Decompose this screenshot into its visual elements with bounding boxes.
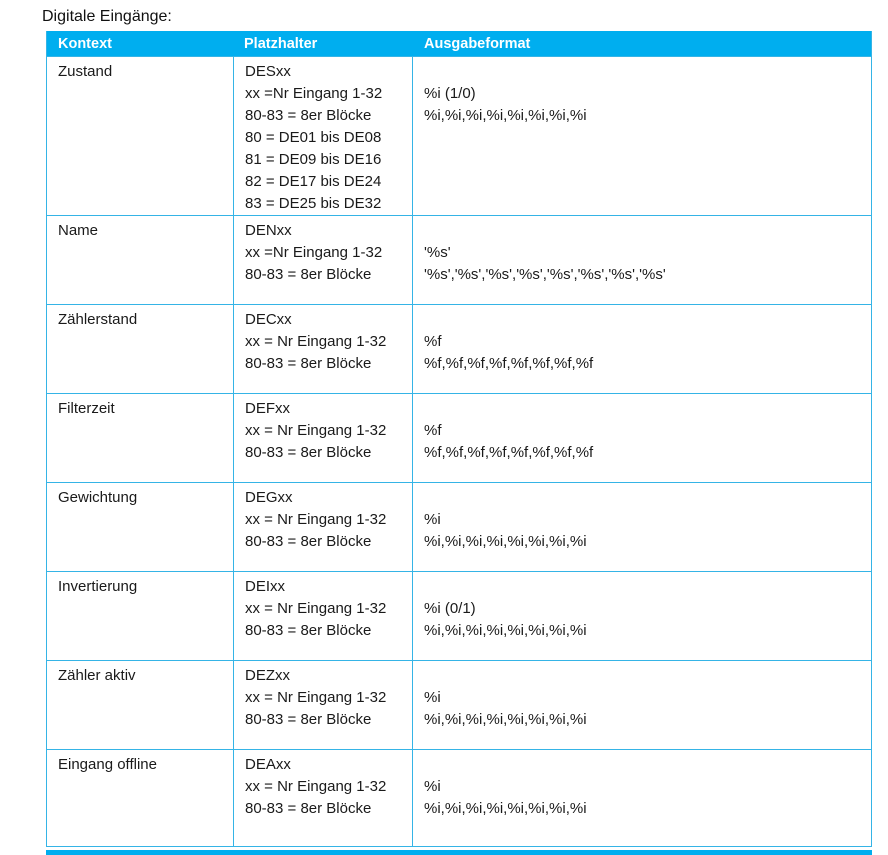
platzhalter-line: 80-83 = 8er Blöcke — [245, 107, 372, 124]
cell-ausgabeformat — [413, 394, 871, 482]
platzhalter-line: DEAxx — [245, 756, 291, 773]
cell-ausgabeformat — [413, 483, 871, 571]
ausgabeformat-line: %i — [424, 778, 441, 795]
ausgabeformat-lines — [424, 687, 871, 731]
data-table — [46, 31, 872, 847]
table-row — [47, 215, 871, 304]
cell-ausgabeformat — [413, 216, 871, 304]
ausgabeformat-line: %f,%f,%f,%f,%f,%f,%f,%f — [424, 444, 594, 461]
platzhalter-line: DECxx — [245, 311, 292, 328]
ausgabeformat-lines — [424, 83, 871, 127]
cell-kontext — [47, 572, 233, 660]
ausgabeformat-lines — [424, 509, 871, 553]
ausgabeformat-lines — [424, 242, 871, 286]
platzhalter-line: 80-83 = 8er Blöcke — [245, 800, 372, 817]
ausgabeformat-line: %f — [424, 333, 442, 350]
platzhalter-line: xx = Nr Eingang 1-32 — [245, 689, 387, 706]
table-row — [47, 393, 871, 482]
table-header-row — [47, 31, 871, 56]
kontext-label: Gewichtung — [58, 489, 138, 506]
cell-kontext — [47, 57, 233, 215]
platzhalter-line: 80-83 = 8er Blöcke — [245, 533, 372, 550]
table-row — [47, 56, 871, 215]
platzhalter-line: DENxx — [245, 222, 292, 239]
cell-kontext — [47, 305, 233, 393]
header-cell-platzhalter: Platzhalter — [244, 36, 318, 52]
cell-ausgabeformat — [413, 661, 871, 749]
ausgabeformat-line: %i (0/1) — [424, 600, 476, 617]
kontext-label: Eingang offline — [58, 756, 157, 773]
ausgabeformat-lines — [424, 598, 871, 642]
cell-platzhalter — [233, 394, 413, 482]
table-row — [47, 482, 871, 571]
ausgabeformat-line: '%s' — [424, 244, 451, 261]
cell-platzhalter — [233, 305, 413, 393]
kontext-label: Zähler aktiv — [58, 667, 136, 684]
ausgabeformat-line: %i,%i,%i,%i,%i,%i,%i,%i — [424, 711, 587, 728]
platzhalter-line: 82 = DE17 bis DE24 — [245, 173, 382, 190]
header-cell-ausgabeformat: Ausgabeformat — [424, 36, 531, 52]
table-row — [47, 660, 871, 749]
platzhalter-line: xx = Nr Eingang 1-32 — [245, 422, 387, 439]
table-row — [47, 749, 871, 846]
cell-platzhalter — [233, 57, 413, 215]
ausgabeformat-line: %i — [424, 511, 441, 528]
platzhalter-line: 80-83 = 8er Blöcke — [245, 444, 372, 461]
platzhalter-line: 80-83 = 8er Blöcke — [245, 355, 372, 372]
cell-platzhalter — [233, 483, 413, 571]
ausgabeformat-lines — [424, 331, 871, 375]
kontext-label: Invertierung — [58, 578, 138, 595]
platzhalter-line: xx = Nr Eingang 1-32 — [245, 778, 387, 795]
platzhalter-line: DEFxx — [245, 400, 290, 417]
cell-ausgabeformat — [413, 750, 871, 846]
ausgabeformat-line: %i,%i,%i,%i,%i,%i,%i,%i — [424, 622, 587, 639]
platzhalter-line: xx = Nr Eingang 1-32 — [245, 600, 387, 617]
cell-ausgabeformat — [413, 57, 871, 215]
ausgabeformat-line: %i,%i,%i,%i,%i,%i,%i,%i — [424, 800, 587, 817]
cell-platzhalter — [233, 572, 413, 660]
ausgabeformat-lines — [424, 776, 871, 820]
platzhalter-line: 80-83 = 8er Blöcke — [245, 711, 372, 728]
kontext-label: Filterzeit — [58, 400, 115, 417]
cell-ausgabeformat — [413, 305, 871, 393]
kontext-label: Zustand — [58, 63, 113, 80]
platzhalter-line: xx =Nr Eingang 1-32 — [245, 244, 383, 261]
cell-platzhalter — [233, 750, 413, 846]
table-row — [47, 571, 871, 660]
ausgabeformat-lines — [424, 420, 871, 464]
cell-ausgabeformat — [413, 572, 871, 660]
cell-kontext — [47, 661, 233, 749]
platzhalter-line: 80-83 = 8er Blöcke — [245, 266, 372, 283]
platzhalter-line: xx = Nr Eingang 1-32 — [245, 333, 387, 350]
kontext-label: Name — [58, 222, 99, 239]
cell-kontext — [47, 750, 233, 846]
page-title: Digitale Eingänge: — [42, 8, 172, 25]
cell-kontext — [47, 483, 233, 571]
platzhalter-line: xx = Nr Eingang 1-32 — [245, 511, 387, 528]
platzhalter-line: xx =Nr Eingang 1-32 — [245, 85, 383, 102]
kontext-label: Zählerstand — [58, 311, 138, 328]
header-cell-kontext: Kontext — [58, 36, 112, 52]
ausgabeformat-line: %i,%i,%i,%i,%i,%i,%i,%i — [424, 107, 587, 124]
platzhalter-line: 80-83 = 8er Blöcke — [245, 622, 372, 639]
cell-platzhalter — [233, 661, 413, 749]
ausgabeformat-line: %i,%i,%i,%i,%i,%i,%i,%i — [424, 533, 587, 550]
platzhalter-line: 81 = DE09 bis DE16 — [245, 151, 382, 168]
table-row — [47, 304, 871, 393]
table-body — [47, 56, 871, 846]
platzhalter-line: DEIxx — [245, 578, 286, 595]
cell-kontext — [47, 216, 233, 304]
cell-platzhalter — [233, 216, 413, 304]
platzhalter-line: DEGxx — [245, 489, 293, 506]
platzhalter-line: DESxx — [245, 63, 291, 80]
ausgabeformat-line: %f — [424, 422, 442, 439]
ausgabeformat-line: %i (1/0) — [424, 85, 476, 102]
cell-kontext — [47, 394, 233, 482]
table-bottom-rule — [46, 850, 872, 855]
ausgabeformat-line: %i — [424, 689, 441, 706]
platzhalter-line: 80 = DE01 bis DE08 — [245, 129, 382, 146]
platzhalter-line: DEZxx — [245, 667, 290, 684]
ausgabeformat-line: '%s','%s','%s','%s','%s','%s','%s','%s' — [424, 266, 666, 283]
ausgabeformat-line: %f,%f,%f,%f,%f,%f,%f,%f — [424, 355, 594, 372]
platzhalter-line: 83 = DE25 bis DE32 — [245, 195, 382, 212]
